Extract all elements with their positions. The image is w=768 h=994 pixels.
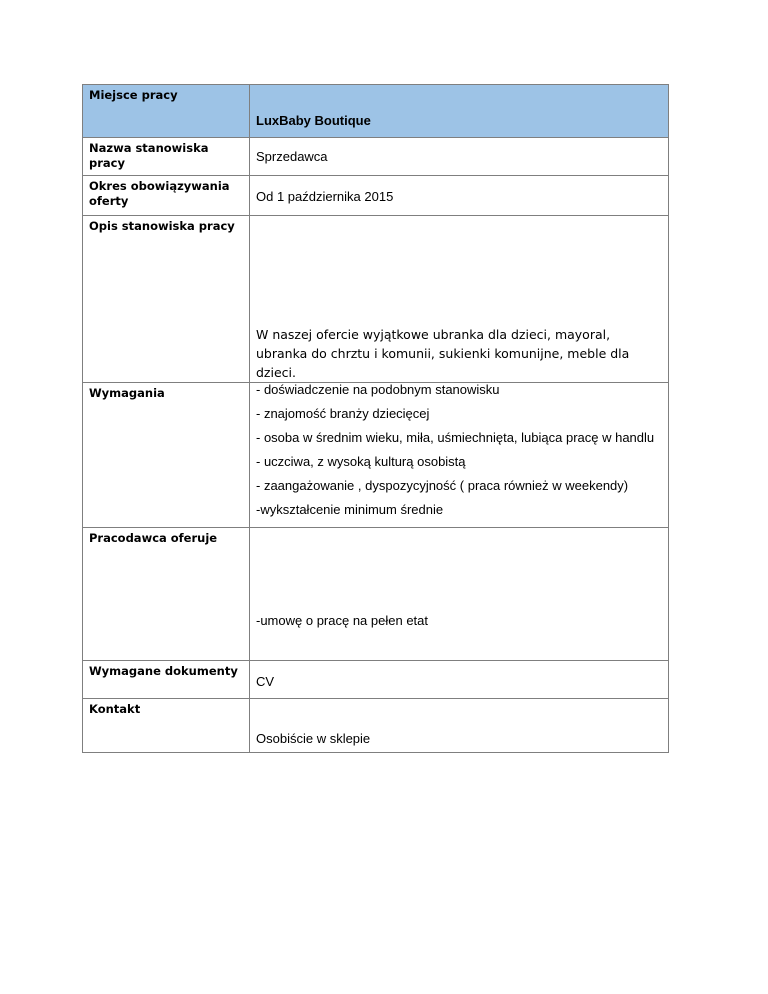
description-value: W naszej ofercie wyjątkowe ubranka dla dzieci, mayoral, ubranka do chrztu i komunii, sukienki komunijne, meble dla dzieci. <box>256 327 630 380</box>
contact-row <box>83 699 669 753</box>
documents-value: CV <box>256 674 275 689</box>
requirement-item: -wykształcenie minimum średnie <box>256 502 444 517</box>
requirements-label-cell <box>83 383 250 528</box>
position-row <box>83 138 669 176</box>
requirements-row <box>83 383 669 528</box>
description-label-cell <box>83 216 250 383</box>
validity-value-cell <box>250 176 669 216</box>
contact-label-cell <box>83 699 250 753</box>
position-label-cell <box>83 138 250 176</box>
documents-label: Wymagane dokumenty <box>89 664 238 678</box>
workplace-label: Miejsce pracy <box>89 88 178 102</box>
validity-label: Okres obowiązywania oferty <box>89 179 230 208</box>
offer-label-cell <box>83 528 250 661</box>
offer-value-cell <box>250 528 669 661</box>
contact-value-cell <box>250 699 669 753</box>
workplace-label-cell <box>83 85 250 138</box>
workplace-value-cell <box>250 85 669 138</box>
documents-value-cell <box>250 661 669 699</box>
requirements-list <box>250 382 668 518</box>
requirement-item: - uczciwa, z wysoką kulturą osobistą <box>256 454 466 469</box>
contact-label: Kontakt <box>89 702 141 716</box>
requirements-label: Wymagania <box>89 386 165 400</box>
validity-value: Od 1 października 2015 <box>256 189 394 204</box>
position-value-cell <box>250 138 669 176</box>
documents-label-cell <box>83 661 250 699</box>
offer-value: -umowę o pracę na pełen etat <box>256 613 428 628</box>
validity-label-cell <box>83 176 250 216</box>
workplace-row <box>83 85 669 138</box>
description-row <box>83 216 669 383</box>
description-value-cell <box>250 216 669 383</box>
position-label: Nazwa stanowiska pracy <box>89 141 209 170</box>
requirement-item: - zaangażowanie , dyspozycyjność ( praca również w weekendy) <box>256 478 629 493</box>
offer-label: Pracodawca oferuje <box>89 531 218 545</box>
validity-row <box>83 176 669 216</box>
documents-row <box>83 661 669 699</box>
requirements-value-cell <box>250 383 669 528</box>
position-value: Sprzedawca <box>256 149 328 164</box>
contact-value: Osobiście w sklepie <box>256 731 371 746</box>
job-offer-table <box>82 84 669 753</box>
requirement-item: - znajomość branży dziecięcej <box>256 406 430 421</box>
offer-row <box>83 528 669 661</box>
description-label: Opis stanowiska pracy <box>89 219 235 233</box>
requirement-item: - doświadczenie na podobnym stanowisku <box>256 382 500 397</box>
requirement-item: - osoba w średnim wieku, miła, uśmiechnięta, lubiąca pracę w handlu <box>256 430 655 445</box>
company-name: LuxBaby Boutique <box>256 113 371 128</box>
